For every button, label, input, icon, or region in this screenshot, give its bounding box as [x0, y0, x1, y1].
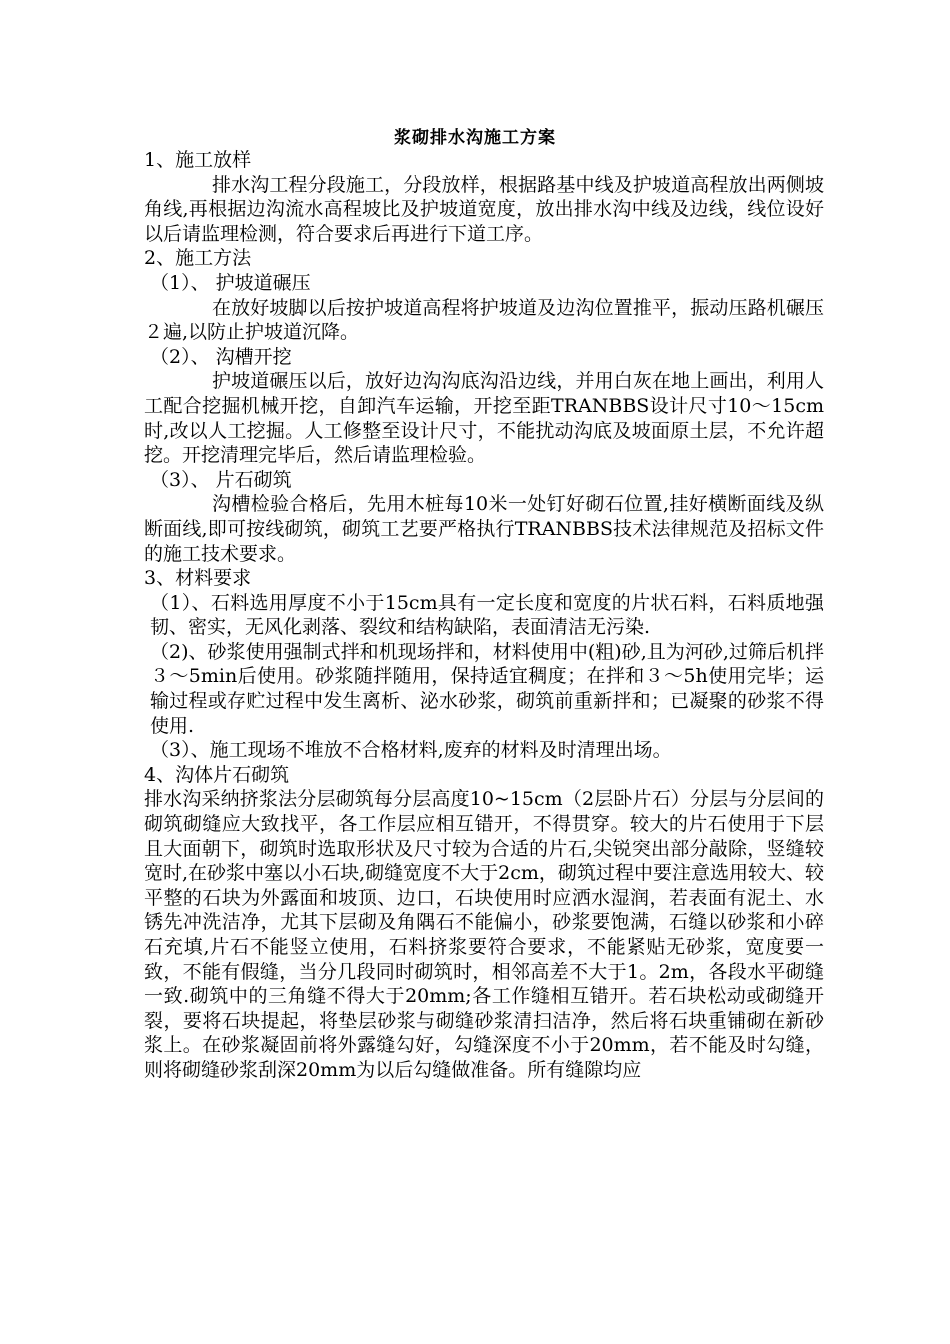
paragraph: 护坡道碾压以后，放好边沟沟底沟沿边线，并用白灰在地上画出，利用人工配合挖掘机械开挖，自卸汽车运输，开挖至距TRANBBS设计尺寸10～15cm时,改以人工挖掘。人工修整至设计尺寸，不能扰动沟底及坡面原土层，不允许超挖。开挖清理完毕后，然后请监理检验。 [144, 370, 824, 467]
paragraph: 沟槽检验合格后，先用木桩每10米一处钉好砌石位置,挂好横断面线及纵断面线,即可按线砌筑，砌筑工艺要严格执行TRANBBS技术法律规范及招标文件的施工技术要求。 [144, 493, 824, 565]
subsection-heading: （2）、 沟槽开挖 [150, 345, 292, 368]
list-item: （2)、砂浆使用强制式拌和机现场拌和，材料使用中(粗)砂,且为河砂,过筛后机拌３～5min后使用。砂浆随拌随用，保持适宜稠度；在拌和３～5h使用完毕；运输过程或存贮过程中发生离析、泌水砂浆，砌筑前重新拌和；已凝聚的砂浆不得使用. [150, 640, 824, 737]
section-heading: 3、材料要求 [144, 567, 252, 590]
paragraph: 排水沟工程分段施工，分段放样，根据路基中线及护坡道高程放出两侧坡角线,再根据边沟流水高程坡比及护坡道宽度，放出排水沟中线及边线，线位设好以后请监理检测，符合要求后再进行下道工序。 [144, 173, 824, 245]
list-item: （1）、石料选用厚度不小于15cm具有一定长度和宽度的片状石料，石料质地强韧、密实，无风化剥落、裂纹和结构缺陷，表面清洁无污染. [150, 591, 824, 639]
paragraph: 在放好坡脚以后按护坡道高程将护坡道及边沟位置推平，振动压路机碾压２遍,以防止护坡道沉降。 [144, 296, 824, 344]
section-heading: 2、施工方法 [144, 247, 252, 270]
section-heading: 4、沟体片石砌筑 [144, 763, 290, 786]
list-item: （3）、施工现场不堆放不合格材料,废弃的材料及时清理出场。 [150, 739, 672, 762]
document-title: 浆砌排水沟施工方案 [394, 128, 556, 148]
subsection-heading: （1）、 护坡道碾压 [150, 271, 311, 294]
paragraph: 排水沟采纳挤浆法分层砌筑每分层高度10~15cm（2层卧片石）分层与分层间的砌筑砌缝应大致找平，各工作层应相互错开，不得贯穿。较大的片石使用于下层且大面朝下，砌筑时选取形状及尺寸较为合适的片石,尖锐突出部分敲除，竖缝较宽时,在砂浆中塞以小石块,砌缝宽度不大于2cm，砌筑过程中要注意选用较大、较平整的石块为外露面和坡顶、边口，石块使用时应洒水湿润，若表面有泥土、水锈先冲洗洁净，尤其下层砌及角隅石不能偏小，砂浆要饱满，石缝以砂浆和小碎石充填,片石不能竖立使用，石料挤浆要符合要求，不能紧贴无砂浆，宽度要一致，不能有假缝，当分几段同时砌筑时，相邻高差不大于1。2m，各段水平砌缝一致.砌筑中的三角缝不得大于20mm;各工作缝相互错开。若石块松动或砌缝开裂，要将石块提起，将垫层砂浆与砌缝砂浆清扫洁净，然后将石块重铺砌在新砂浆上。在砂浆凝固前将外露缝勾好，勾缝深度不小于20mm，若不能及时勾缝，则将砌缝砂浆刮深20mm为以后勾缝做准备。所有缝隙均应 [144, 788, 824, 1081]
subsection-heading: （3）、 片石砌筑 [150, 468, 292, 491]
document-body [144, 148, 824, 1083]
section-heading: 1、施工放样 [144, 149, 252, 171]
